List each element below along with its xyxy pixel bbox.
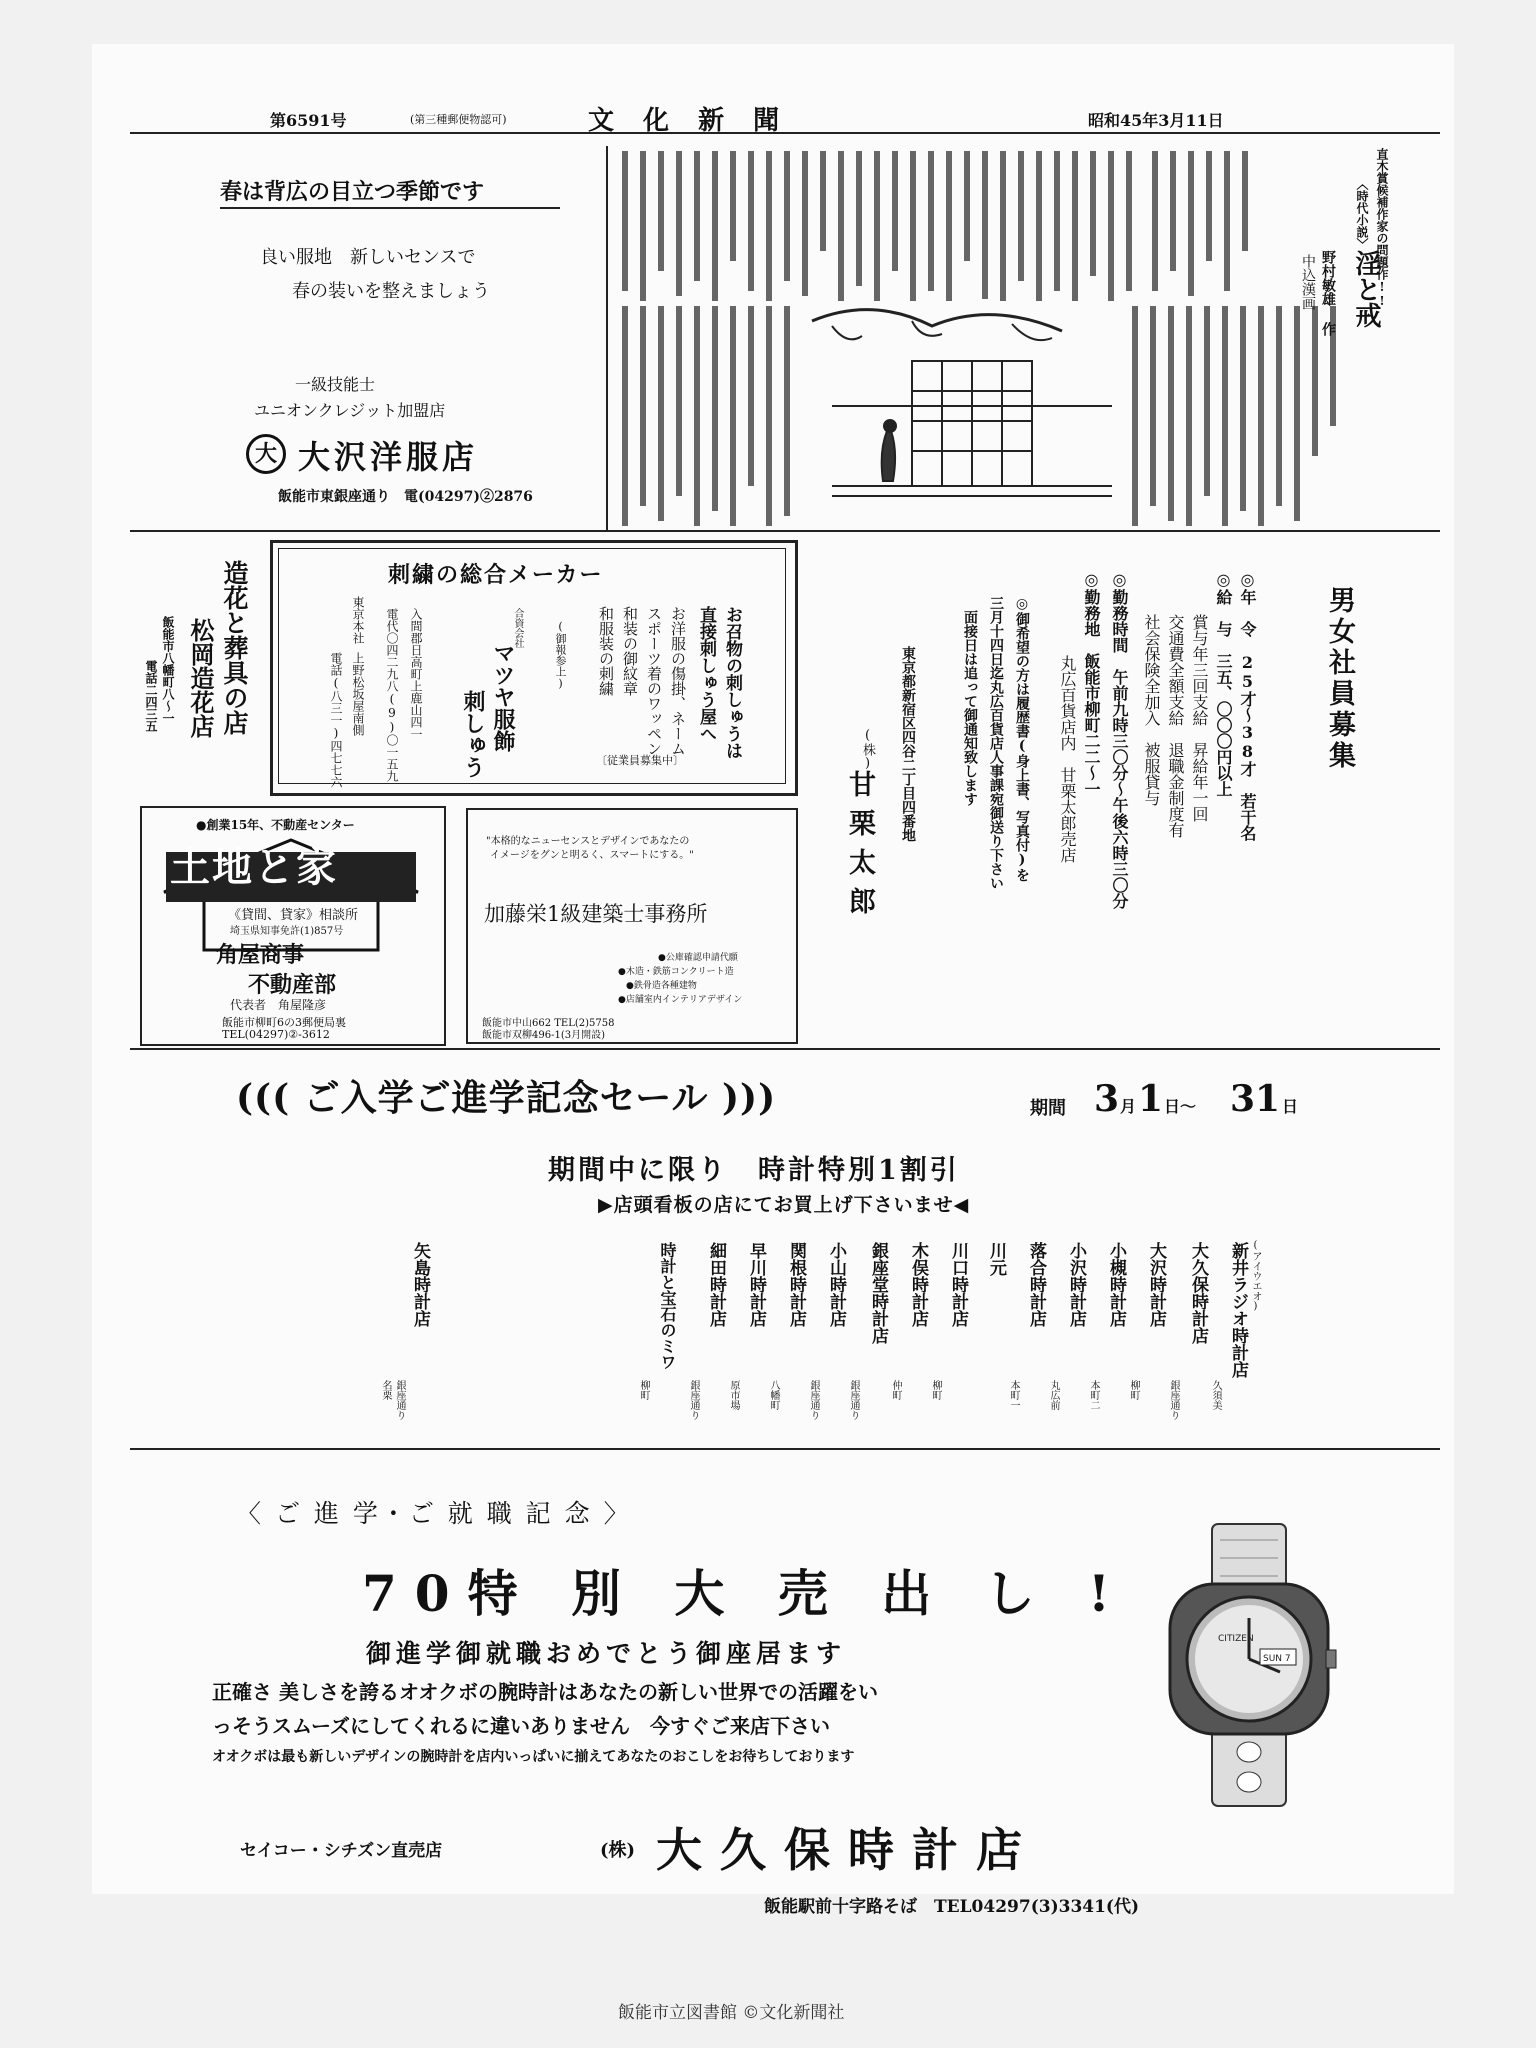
architect-title: 加藤栄1級建築士事務所 — [484, 902, 708, 926]
flower-shop-tel: 電話二四三五 — [144, 660, 158, 732]
realestate-company: 角屋商事 — [216, 942, 305, 968]
recruit-company-type: (株) — [860, 728, 875, 771]
watch-ad-kicker: 〈 ご 進 学・ご 就 職 記 念 〉 — [236, 1499, 632, 1528]
recruit-hq-address: 東京都新宿区四谷二丁目四番地 — [900, 646, 916, 842]
watch-ad-company: 大久保時計店 — [656, 1823, 1040, 1877]
section-rule-2 — [130, 1048, 1440, 1050]
sale-shop-list — [380, 1228, 1300, 1438]
realestate-title: 土地と家 — [170, 845, 338, 891]
flower-shop-address: 飯能市八幡町八〜一 — [161, 616, 175, 724]
shop-name: 時計と宝石のミワ — [658, 1242, 677, 1370]
recruit-apply2: 三月十四日迄丸広百貨店人事課宛御送り下さい — [988, 596, 1004, 890]
issue-number: 第6591号 — [270, 111, 347, 130]
wristwatch-image — [1150, 1520, 1350, 1810]
sale-period-start-month: 3 — [1094, 1078, 1120, 1120]
watch-date-window: SUN 7 — [1263, 1654, 1291, 1664]
suit-ad-line2: 春の装いを整えましょう — [292, 281, 490, 302]
sale-headline: ((( ご入学ご進学記念セール ))) — [236, 1077, 777, 1119]
shop-name: 小沢時計店 — [1066, 1242, 1086, 1327]
shop-name: 関根時計店 — [786, 1242, 806, 1327]
embroidery-col5: 和装の御紋章 — [621, 606, 639, 696]
architect-quote2: イメージをグンと明るく、スマートにする。" — [490, 850, 694, 861]
suit-ad-credential1: 一級技能士 — [295, 375, 376, 394]
shop-area: 柳町 — [1128, 1380, 1139, 1400]
embroidery-recruit: 〔従業員募集中〕 — [596, 754, 684, 767]
suit-shop-logo: 大 — [246, 434, 286, 474]
novel-illustrator: 中込漢画 — [1300, 254, 1316, 310]
recruit-apply: ◎御希望の方は履歴書(身上書、写真付)を — [1014, 596, 1030, 882]
embroidery-hq-address: 上野松坂屋南側 — [351, 652, 365, 736]
shop-area: 銀座通り — [1168, 1380, 1179, 1420]
suit-ad-divider — [606, 146, 608, 530]
shop-name: 銀座堂時計店 — [868, 1242, 888, 1344]
shop-name: 早川時計店 — [746, 1242, 766, 1327]
embroidery-col6: 和服装の刺繍 — [597, 606, 615, 696]
postal-note: (第三種郵便物認可) — [410, 113, 507, 126]
novel-author: 野村敏雄 作 — [1320, 250, 1336, 336]
shop-area: 銀座通り — [394, 1380, 405, 1420]
watch-ad-body2: っそうスムーズにしてくれるに違いありません 今すぐご来店下さい — [212, 1714, 830, 1738]
realestate-license: 埼玉県知事免許(1)857号 — [230, 926, 344, 937]
watch-ad-body3: オオクボは最も新しいデザインの腕時計を店内いっぱいに揃えてあなたのおこしをお待ちしております — [212, 1749, 855, 1765]
shop-area: 銀座通り — [808, 1380, 819, 1420]
shop-name: 矢島時計店 — [410, 1242, 430, 1327]
suit-ad-credential2: ユニオンクレジット加盟店 — [254, 401, 446, 420]
shop-area: 仲町 — [890, 1380, 901, 1400]
embroidery-entrance: 入間郡日高町上鹿山四一 — [409, 608, 423, 740]
watch-ad-headline: 70特 別 大 売 出 し ! — [362, 1564, 1128, 1623]
section-rule-1 — [130, 530, 1440, 532]
sale-period-month-unit: 月 — [1120, 1097, 1137, 1116]
recruit-company: 甘栗太郎 — [844, 770, 875, 926]
embroidery-col1: お召物の刺しゅうは — [722, 606, 742, 759]
recruit-hours: ◎勤務時間 午前九時三〇分〜午後六時三〇分 — [1110, 570, 1129, 909]
suit-shop-address: 飯能市東銀座通り 電(04297)②2876 — [278, 489, 533, 505]
embroidery-col4: スポーツ着のワッペン — [645, 606, 663, 756]
novel-text-area — [612, 146, 1352, 536]
shop-name: 小山時計店 — [826, 1242, 846, 1327]
watch-ad-body1: 正確さ 美しさを誇るオオクボの腕時計はあなたの新しい世界での活躍をい — [212, 1680, 878, 1704]
masthead-rule — [130, 132, 1440, 134]
sale-discount: 期間中に限り 時計特別1割引 — [548, 1155, 960, 1186]
embroidery-ad-title: 刺繍の総合メーカー — [388, 562, 604, 588]
shop-name: 木俣時計店 — [908, 1242, 928, 1327]
paper-name: 文 化 新 聞 — [588, 106, 790, 136]
embroidery-tel1: 電代〇四二九八(9)〇一五九 — [385, 608, 399, 782]
recruit-location2: 丸広百貨店内 甘栗太郎売店 — [1058, 655, 1077, 863]
shop-area: 銀座通り — [688, 1380, 699, 1420]
shop-area: 柳町 — [638, 1380, 649, 1400]
suit-ad-headline: 春は背広の目立つ季節です — [220, 179, 485, 205]
recruit-bonus: 賞与年三回支給 昇給年一回 — [1190, 614, 1209, 822]
sale-period-day-unit: 日〜 — [1164, 1097, 1197, 1116]
sale-instruction: ▶店頭看板の店にてお買上げ下さいませ◀ — [598, 1194, 970, 1216]
shop-area: 本町二 — [1088, 1380, 1099, 1410]
realestate-tel: TEL(04297)②-3612 — [222, 1028, 330, 1041]
recruit-insurance: 社会保険全加入 被服貸与 — [1142, 614, 1161, 806]
shop-area: 本町一 — [1008, 1380, 1019, 1410]
shop-name: 細田時計店 — [706, 1242, 726, 1327]
flower-ad-title: 造花と葬具の店 — [220, 560, 249, 735]
embroidery-company-type: 合資会社 — [512, 608, 523, 648]
architect-address2: 飯能市双柳496-1(3月開設) — [482, 1030, 605, 1041]
shop-area: 丸広前 — [1048, 1380, 1059, 1410]
embroidery-hq: 東京本社 — [351, 596, 365, 644]
section-rule-3 — [130, 1448, 1440, 1450]
novel-title: 淫と戒 — [1351, 250, 1381, 328]
realestate-banner: ●創業15年、不動産センター — [196, 818, 355, 832]
shop-name: 落合時計店 — [1026, 1242, 1046, 1327]
novel-right-columns — [1152, 151, 1248, 296]
sale-period-end-unit: 日 — [1282, 1097, 1299, 1116]
novel-illustration — [802, 306, 1122, 531]
embroidery-tel2: 電話(八三一)四七七六 — [329, 652, 343, 788]
embroidery-col2: 直接刺しゅう屋へ — [696, 606, 716, 742]
architect-quote1: "本格的なニューセンスとデザインであなたの — [486, 836, 690, 847]
novel-text-columns — [612, 146, 1352, 536]
flower-shop-name: 松岡造花店 — [186, 618, 215, 738]
embroidery-company2: 刺しゅう — [460, 690, 486, 778]
recruit-title: 男女社員募集 — [1324, 586, 1355, 772]
shop-area: 原市場 — [728, 1380, 739, 1410]
shop-name: 大沢時計店 — [1146, 1242, 1166, 1327]
architect-service2: ●木造・鉄筋コンクリート造 — [618, 967, 734, 977]
recruit-location: ◎勤務地 飯能市柳町二二〜一 — [1082, 570, 1101, 797]
realestate-rep: 代表者 角屋隆彦 — [230, 998, 327, 1012]
footer-credit: 飯能市立図書館 ©文化新聞社 — [618, 2003, 845, 2023]
realestate-company2: 不動産部 — [248, 972, 337, 998]
shop-name: 川元 — [986, 1242, 1006, 1276]
watch-brand-text: CITIZEN — [1218, 1634, 1254, 1644]
shop-area: 名栗 — [380, 1380, 391, 1400]
shop-area: 八幡町 — [768, 1380, 779, 1410]
shop-area: 柳町 — [930, 1380, 941, 1400]
recruit-apply3: 面接日は追って御通知致します — [962, 610, 978, 806]
novel-genre: 〈時代小説〉 — [1355, 178, 1369, 250]
recruit-transport: 交通費全額支給 退職金制度有 — [1166, 614, 1185, 838]
embroidery-visit: (御報参上) — [554, 620, 567, 690]
shop-name: 大久保時計店 — [1188, 1242, 1208, 1344]
shop-name: 小槻時計店 — [1106, 1242, 1126, 1327]
suit-shop-name: 大沢洋服店 — [298, 438, 479, 476]
watch-ad-subheading: 御進学御就職おめでとう御座居ます — [366, 1639, 847, 1668]
architect-service4: ●店舗室内インテリアデザイン — [618, 995, 743, 1005]
issue-date: 昭和45年3月11日 — [1088, 111, 1224, 130]
sale-period-label: 期間 — [1030, 1098, 1066, 1119]
shop-prefix: (アイウエオ) — [1250, 1240, 1261, 1312]
shop-area: 久須美 — [1210, 1380, 1221, 1410]
sale-period-start-day: 1 — [1138, 1078, 1164, 1120]
sale-period-end-day: 31 — [1230, 1078, 1281, 1120]
architect-service3: ●鉄骨造各種建物 — [626, 981, 697, 991]
architect-address1: 飯能市中山662 TEL(2)5758 — [482, 1018, 615, 1029]
architect-service1: ●公庫確認申請代願 — [658, 953, 738, 963]
embroidery-company: マツヤ服飾 — [490, 642, 516, 752]
recruit-age: ◎年 令 25才〜38才 若干名 — [1238, 570, 1257, 841]
suit-ad-headline-rule — [220, 207, 560, 209]
novel-kicker: 直木賞候補作家の問題作!! — [1375, 148, 1389, 308]
watch-ad-address: 飯能駅前十字路そば TEL04297(3)3341(代) — [764, 1897, 1140, 1917]
suit-ad-line1: 良い服地 新しいセンスで — [260, 247, 476, 268]
shop-name: 新井ラジオ時計店 — [1228, 1242, 1248, 1378]
watch-ad-brand: セイコー・シチズン直売店 — [240, 1841, 443, 1861]
shop-name: 川口時計店 — [948, 1242, 968, 1327]
embroidery-col3: お洋服の傷掛、ネーム — [669, 606, 687, 756]
realestate-address: 飯能市柳町6の3郵便局裏 — [222, 1016, 346, 1029]
shop-area: 銀座通り — [848, 1380, 859, 1420]
realestate-subtitle: 《貸間、貸家》相談所 — [228, 908, 359, 923]
recruit-salary: ◎給 与 三五、〇〇〇円以上 — [1214, 570, 1233, 797]
watch-ad-company-type: (株) — [600, 1840, 636, 1861]
